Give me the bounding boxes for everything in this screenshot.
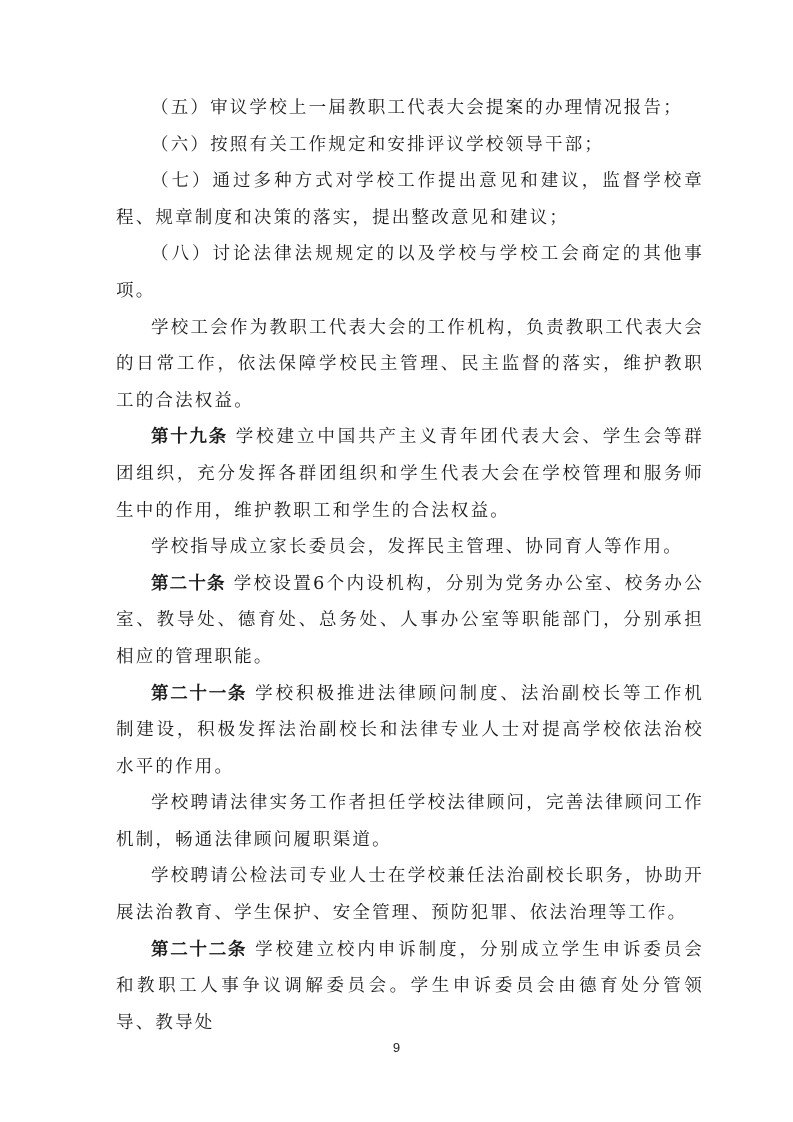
- paragraph: [116, 127, 704, 164]
- paragraph-text: （六）按照有关工作规定和安排评议学校领导干部；: [151, 134, 605, 155]
- paragraph-text: （五）审议学校上一届教职工代表大会提案的办理情况报告；: [151, 98, 683, 118]
- paragraph-text: 学校聘请公检法司专业人士在学校兼任法治副校长职务，协助开展法治教育、学生保护、安全管理、预防犯罪、依法治理等工作。: [116, 866, 704, 924]
- paragraph-text: 学校指导成立家长委员会，发挥民主管理、协同育人等作用。: [151, 537, 683, 558]
- paragraph: [116, 785, 704, 858]
- paragraph-text: 学校建立中国共产主义青年团代表大会、学生会等群团组织，充分发挥各群团组织和学生代表大会在学校管理和服务师生中的作用，维护教职工和学生的合法权益。: [116, 427, 705, 521]
- paragraph-text: 学校建立校内申诉制度，分别成立学生申诉委员会和教职工人事争议调解委员会。学生申诉委员会由德育处分管领导、教导处: [116, 939, 704, 1033]
- paragraph: [116, 419, 704, 529]
- article-number: 第二十条: [151, 573, 226, 594]
- article-number: 第十九条: [151, 427, 228, 448]
- paragraph-text: 学校工会作为教职工代表大会的工作机构，负责教职工代表大会的日常工作，依法保障学校民主管理、民主监督的落实，维护教职工的合法权益。: [116, 317, 704, 411]
- paragraph: [116, 163, 704, 236]
- article-number: 第二十二条: [151, 939, 248, 960]
- page-number: 9: [392, 1040, 401, 1055]
- body-text: [116, 90, 704, 1041]
- paragraph: [116, 858, 704, 931]
- paragraph: [116, 676, 704, 786]
- paragraph: [116, 90, 704, 127]
- paragraph: [116, 566, 704, 676]
- paragraph-text: 学校设置6个内设机构，分别为党务办公室、校务办公室、教导处、德育处、总务处、人事办公室等职能部门，分别承担相应的管理职能。: [116, 573, 705, 667]
- paragraph: [116, 310, 704, 420]
- paragraph: [116, 932, 704, 1042]
- paragraph-text: （七）通过多种方式对学校工作提出意见和建议，监督学校章程、规章制度和决策的落实，提出整改意见和建议；: [116, 171, 704, 228]
- article-number: 第二十一条: [151, 683, 248, 704]
- paragraph-text: 学校聘请法律实务工作者担任学校法律顾问，完善法律顾问工作机制，畅通法律顾问履职渠道。: [116, 793, 704, 850]
- paragraph: [116, 236, 704, 309]
- paragraph-text: 学校积极推进法律顾问制度、法治副校长等工作机制建设，积极发挥法治副校长和法律专业人士对提高学校依法治校水平的作用。: [116, 683, 704, 777]
- paragraph: [116, 529, 704, 566]
- paragraph-text: （八）讨论法律法规规定的以及学校与学校工会商定的其他事项。: [116, 244, 704, 301]
